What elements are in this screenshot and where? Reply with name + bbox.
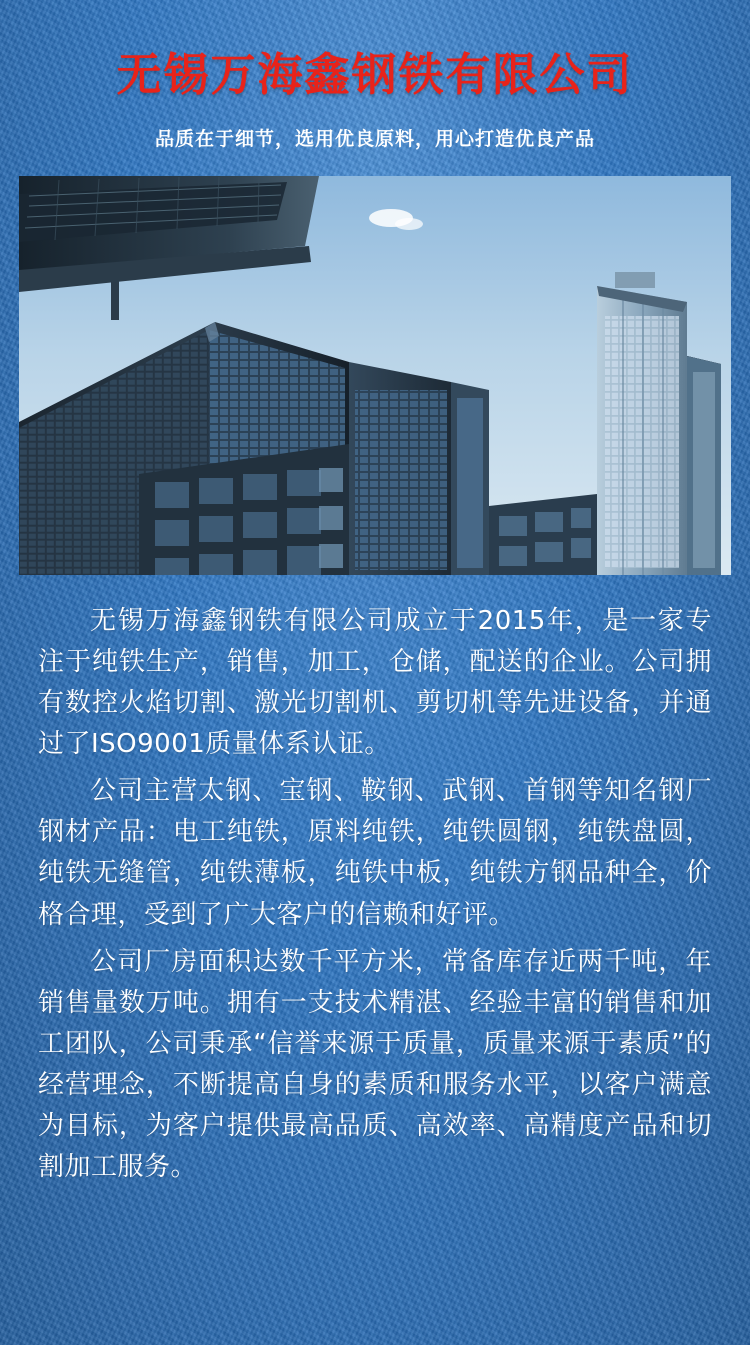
hero-image <box>19 176 731 575</box>
skyscraper-illustration <box>19 176 731 575</box>
company-slogan: 品质在于细节，选用优良原料，用心打造优良产品 <box>154 128 595 150</box>
paragraph-2: 公司主营太钢、宝钢、鞍钢、武钢、首钢等知名钢厂钢材产品：电工纯铁，原料纯铁，纯铁圆钢，纯铁盘圆，纯铁无缝管，纯铁薄板，纯铁中板，纯铁方钢品种全，价格合理，受到了广大客户的信赖和好评。 <box>38 776 712 930</box>
page-header <box>0 0 750 151</box>
paragraph-1: 无锡万海鑫钢铁有限公司成立于2015年，是一家专注于纯铁生产，销售，加工，仓储，配送的企业。公司拥有数控火焰切割、激光切割机、剪切机等先进设备，并通过了ISO9001质量体系认证。 <box>38 606 712 760</box>
company-description <box>38 601 712 1188</box>
paragraph-3: 公司厂房面积达数千平方米，常备库存近两千吨，年销售量数万吨。拥有一支技术精湛、经验丰富的销售和加工团队，公司秉承“信誉来源于质量，质量来源于素质”的经营理念，不断提高自身的素质和服务水平，以客户满意为目标，为客户提供最高品质、高效率、高精度产品和切割加工服务。 <box>38 946 712 1183</box>
page-title: 无锡万海鑫钢铁有限公司 <box>116 48 634 101</box>
